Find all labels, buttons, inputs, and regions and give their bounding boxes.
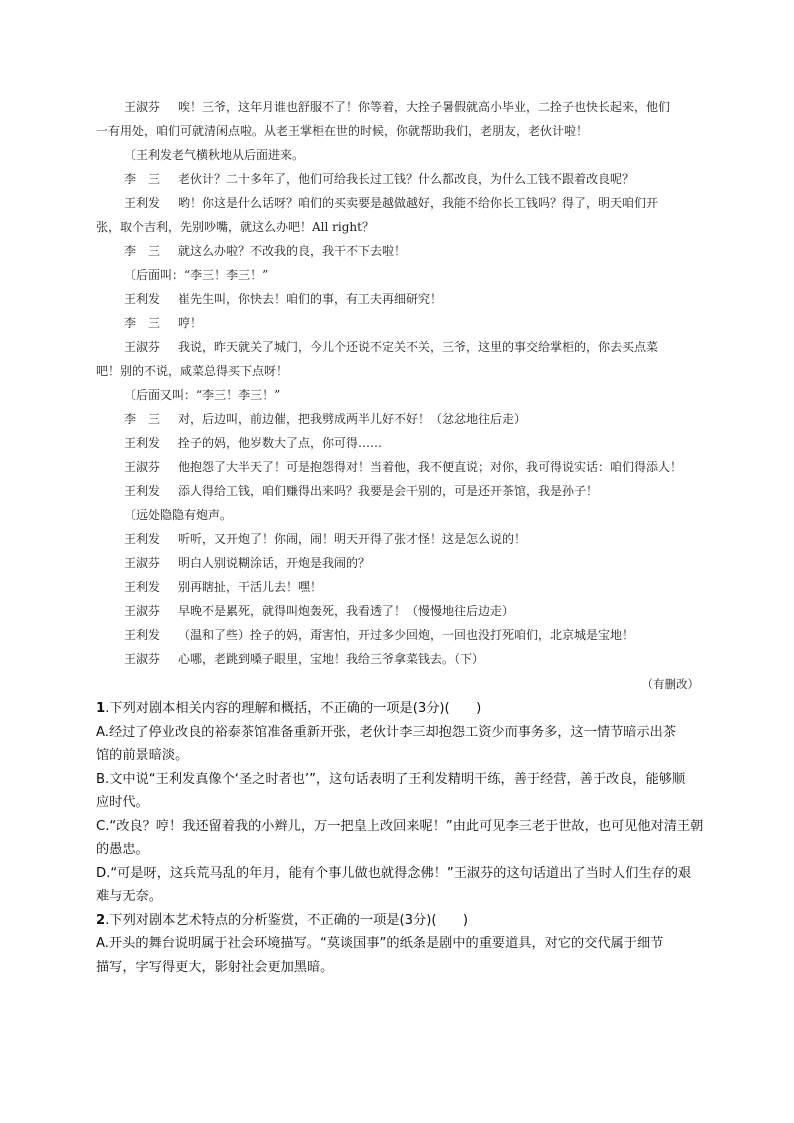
dialogue-text: 心哪，老跳到嗓子眼里，宝地！我给三爷拿菜钱去。（下） — [178, 652, 485, 666]
dialogue-line — [96, 575, 706, 599]
dialogue-text: 对，后边叫，前边催，把我劈成两半儿好不好！（忿忿地往后走） — [178, 412, 527, 426]
answer-option: 馆的前景暗淡。 — [96, 748, 189, 763]
dialogue-line — [96, 191, 706, 215]
stage-direction: 〔王利发老气横秋地从后面进来。 — [124, 148, 305, 162]
dialogue-text: 崔先生叫，你快去！咱们的事，有工夫再细研究！ — [178, 292, 443, 306]
speaker-name: 李 三 — [124, 244, 161, 258]
dialogue-line — [96, 527, 706, 551]
dialogue-text: 哼！ — [178, 316, 203, 330]
dialogue-line — [96, 287, 706, 311]
dialogue-line — [96, 431, 706, 455]
dialogue-text: 唉！三爷，这年月谁也舒服不了！你等着，大拴子暑假就高小毕业，二拴子也快长起来，他们 — [178, 100, 671, 114]
speaker-name: 王淑芬 — [124, 340, 161, 354]
question-text: .下列对剧本艺术特点的分析鉴赏，不正确的一项是(3分)( ) — [105, 912, 469, 928]
dialogue-line — [96, 167, 706, 191]
dialogue-line — [96, 647, 706, 671]
dialogue-line — [96, 95, 706, 119]
question-number: 1 — [96, 701, 106, 716]
answer-option: 描写，字写得更大，影射社会更加黑暗。 — [96, 959, 334, 975]
questions-section — [96, 697, 706, 979]
answer-option: 的愚忠。 — [96, 842, 149, 857]
speaker-name: 王利发 — [124, 436, 161, 450]
dialogue-continuation: 张，取个吉利，先别吵嘴，就这么办吧！All right？ — [96, 220, 374, 234]
dialogue-line — [96, 479, 706, 503]
dialogue-continuation: 吧！别的不说，咸菜总得买下点呀！ — [96, 364, 289, 378]
play-script — [96, 95, 706, 671]
answer-option: C.“改良？哼！我还留着我的小辫儿，万一把皇上改回来呢！”由此可见李三老于世故，也可见他对清王朝 — [96, 818, 704, 834]
speaker-name: 王利发 — [124, 196, 161, 210]
question-number: 2 — [96, 912, 106, 928]
speaker-name: 李 三 — [124, 172, 161, 186]
dialogue-line — [96, 599, 706, 623]
stage-direction: 〔后面叫：“李三！李三！” — [124, 268, 269, 282]
dialogue-continuation: 一有用处，咱们可就清闲点啦。从老王掌柜在世的时候，你就帮助我们，老朋友，老伙计啦！ — [96, 124, 589, 138]
dialogue-line — [96, 623, 706, 647]
dialogue-text: （温和了些）拴子的妈，甭害怕，开过多少回炮，一回也没打死咱们，北京城是宝地！ — [178, 628, 635, 642]
dialogue-text: 拴子的妈，他岁数大了点，你可得…… — [178, 436, 383, 450]
dialogue-line — [96, 239, 706, 263]
dialogue-text: 别再瞎扯，干活儿去！嘿！ — [178, 580, 323, 594]
stage-direction: 〔远处隐隐有炮声。 — [124, 508, 233, 522]
speaker-name: 王淑芬 — [124, 604, 161, 618]
speaker-name: 王淑芬 — [124, 556, 161, 570]
dialogue-text: 听听，又开炮了！你闹，闹！明天开得了张才怪！这是怎么说的！ — [178, 532, 527, 546]
source-note: （有删改） — [641, 677, 699, 691]
dialogue-text: 添人得给工钱，咱们赚得出来吗？我要是会干别的，可是还开茶馆，我是孙子！ — [178, 484, 599, 498]
dialogue-text: 早晚不是累死，就得叫炮轰死，我看透了！（慢慢地往后边走） — [178, 604, 515, 618]
dialogue-text: 他抱怨了大半天了！可是抱怨得对！当着他，我不便直说；对你，我可得说实话：咱们得添人！ — [178, 460, 683, 474]
answer-option: A.开头的舞台说明属于社会环境描写。“莫谈国事”的纸条是剧中的重要道具，对它的交代属于细节 — [96, 936, 664, 951]
speaker-name: 王利发 — [124, 580, 161, 594]
question-text: .下列对剧本相关内容的理解和概括，不正确的一项是(3分)( ) — [105, 701, 482, 716]
speaker-name: 王淑芬 — [124, 100, 161, 114]
dialogue-line — [96, 455, 706, 479]
speaker-name: 王利发 — [124, 628, 161, 642]
dialogue-text: 明白人别说糊涂话，开炮是我闹的？ — [178, 556, 371, 570]
question-stem — [96, 909, 706, 933]
speaker-name: 李 三 — [124, 316, 161, 330]
dialogue-line — [96, 311, 706, 335]
answer-option: 难与无奈。 — [96, 889, 162, 904]
answer-option: D.“可是呀，这兵荒马乱的年月，能有个事儿做也就得念佛！”王淑芬的这句话道出了当时人们生存的艰 — [96, 865, 692, 881]
dialogue-line — [96, 407, 706, 431]
answer-option: B.文中说“王利发真像个‘圣之时者也’”，这句话表明了王利发精明干练，善于经营，善于改良，能够顺 — [96, 771, 686, 787]
speaker-name: 王利发 — [124, 532, 161, 546]
dialogue-text: 就这么办啦？不改我的良，我干不下去啦！ — [178, 244, 407, 258]
stage-direction: 〔后面又叫：“李三！李三！” — [124, 388, 281, 402]
question-stem — [96, 697, 706, 721]
dialogue-line — [96, 551, 706, 575]
answer-option: 应时代。 — [96, 795, 149, 810]
speaker-name: 李 三 — [124, 412, 161, 426]
speaker-name: 王淑芬 — [124, 460, 161, 474]
dialogue-line — [96, 335, 706, 359]
speaker-name: 王利发 — [124, 484, 161, 498]
speaker-name: 王淑芬 — [124, 652, 161, 666]
dialogue-text: 老伙计？二十多年了，他们可给我长过工钱？什么都改良，为什么工钱不跟着改良呢？ — [178, 172, 635, 186]
speaker-name: 王利发 — [124, 292, 161, 306]
dialogue-text: 哟！你这是什么话呀？咱们的买卖要是越做越好，我能不给你长工钱吗？得了，明天咱们开 — [178, 196, 659, 210]
answer-option: A.经过了停业改良的裕泰茶馆准备重新开张，老伙计李三却抱怨工资少而事务多，这一情节暗示出茶 — [96, 724, 677, 740]
dialogue-text: 我说，昨天就关了城门，今儿个还说不定关不关，三爷，这里的事交给掌柜的，你去买点菜 — [178, 340, 659, 354]
